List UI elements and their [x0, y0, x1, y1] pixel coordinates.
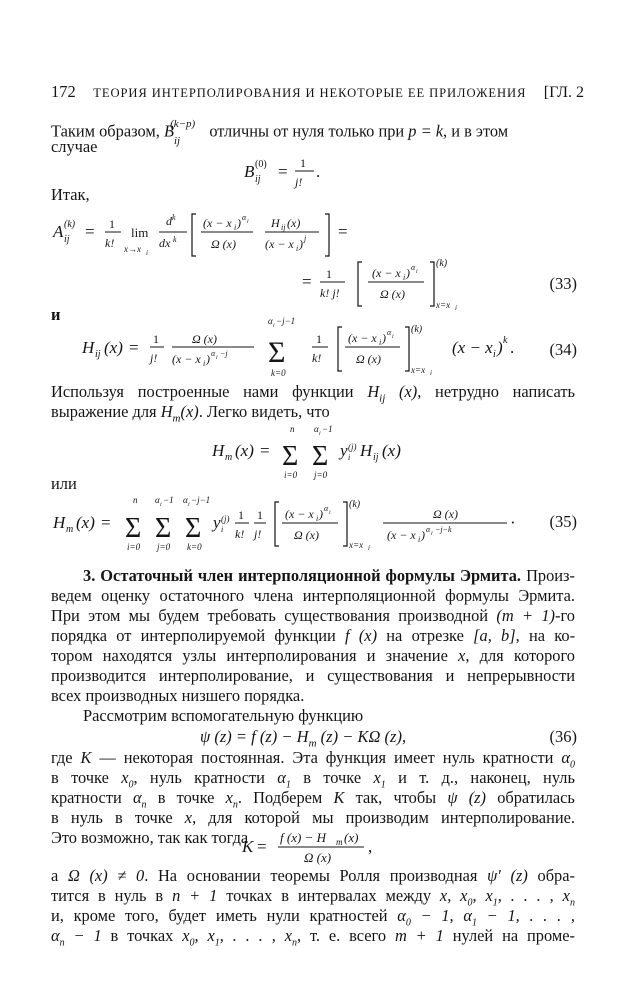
- svg-text:1: 1: [153, 332, 159, 346]
- svg-text:i=0: i=0: [284, 470, 298, 480]
- svg-text:−j−1: −j−1: [276, 316, 296, 326]
- svg-text:i: i: [455, 304, 457, 312]
- svg-text:(x − x: (x − x: [452, 338, 493, 357]
- equation-hm-full: [51, 490, 571, 554]
- svg-text:Σ: Σ: [185, 513, 202, 544]
- svg-text:i: i: [431, 531, 433, 537]
- svg-text:.: .: [316, 162, 321, 181]
- svg-text:i: i: [316, 514, 319, 523]
- svg-text:−j−k: −j−k: [435, 525, 452, 534]
- svg-text:.: .: [510, 338, 515, 357]
- svg-text:α: α: [155, 495, 160, 505]
- svg-text:(x): (x): [344, 830, 359, 845]
- svg-text:K: K: [242, 837, 254, 856]
- svg-text:=: =: [129, 338, 139, 357]
- svg-text:i: i: [247, 219, 249, 225]
- svg-text:x=x: x=x: [436, 300, 451, 310]
- section-3-line-3: При этом мы будем требовать существования производной (m + 1)-го: [51, 606, 575, 625]
- svg-text:Σ: Σ: [282, 441, 299, 472]
- svg-text:d: d: [166, 214, 172, 228]
- section-3-line-1: 3. Остаточный член интерполяционной формулы Эрмита. Произ-: [83, 566, 575, 585]
- svg-text:k!: k!: [235, 527, 245, 541]
- svg-text:=: =: [101, 513, 111, 532]
- text-line-u4: $\alpha_n - 1$ в точках $x_0$, $x_1$, . . . , $x_n$, т. е. всего m + 1 нулей на проме-: [51, 926, 575, 949]
- svg-text:H: H: [82, 338, 95, 357]
- equation-hij: [80, 310, 550, 382]
- text-line-1: Таким образом, $B_{ij}^{(k-p)}$ отличны от нуля только при p = k, и в этом: [51, 118, 509, 147]
- text-line-t4: в нуль в точке x, для которой мы производим интерполирование.: [51, 808, 575, 827]
- text-line-p2: выражение для $H_m(x)$. Легко видеть, что: [51, 402, 330, 425]
- svg-text:(x − x: (x − x: [387, 528, 416, 542]
- svg-text:y: y: [340, 441, 348, 460]
- svg-text:i=0: i=0: [127, 542, 141, 552]
- svg-text:α: α: [387, 328, 392, 337]
- equation-k: [240, 824, 410, 870]
- text-or: или: [51, 474, 77, 493]
- svg-text:α: α: [426, 525, 431, 534]
- svg-text:i: i: [416, 269, 418, 275]
- svg-text:1: 1: [326, 267, 332, 281]
- svg-text:(x − x: (x − x: [265, 237, 294, 251]
- svg-text:i: i: [392, 334, 394, 340]
- svg-text:H: H: [271, 216, 280, 230]
- text-line-u2: тится в нуль в n + 1 точках в интервалах между x, $x_0$, $x_1$, . . . , $x_n$: [51, 886, 575, 909]
- svg-text:(k): (k): [64, 219, 76, 230]
- section-3-line-4: порядка от интерполируемой функции f (x) на отрезке [a, b], на ко-: [51, 626, 576, 645]
- svg-text:): ): [319, 507, 323, 521]
- section-3-line-2: ведем оценку остаточного члена интерполяционной формулы Эрмита.: [51, 586, 575, 605]
- svg-text:i: i: [319, 431, 321, 437]
- svg-text:ij: ij: [373, 452, 379, 463]
- svg-text:k=0: k=0: [271, 368, 286, 378]
- svg-text:,: ,: [368, 837, 373, 856]
- equation-psi: ψ (z) = f $(z) - H_m$ (z) − KΩ (z),: [200, 727, 407, 750]
- svg-text:k: k: [172, 213, 176, 222]
- svg-text:j!: j!: [150, 351, 158, 365]
- svg-text:−1: −1: [163, 495, 174, 505]
- svg-text:=: =: [257, 837, 267, 856]
- svg-text:Ω (x): Ω (x): [433, 507, 458, 521]
- svg-text:−j: −j: [220, 349, 228, 358]
- svg-text:(x): (x): [382, 441, 401, 460]
- text-and: и: [51, 305, 61, 324]
- svg-text:): ): [206, 352, 210, 366]
- svg-text:j=0: j=0: [314, 470, 328, 480]
- svg-text:H: H: [53, 513, 66, 532]
- svg-text:m: m: [225, 452, 233, 463]
- svg-text:α: α: [242, 213, 247, 222]
- svg-text:Σ: Σ: [125, 513, 142, 544]
- svg-text:j: j: [304, 234, 307, 243]
- svg-text:x→x: x→x: [124, 244, 141, 254]
- svg-text:−j−1: −j−1: [191, 495, 211, 505]
- svg-text:i: i: [188, 502, 190, 508]
- chapter-label: [ГЛ. 2: [543, 84, 584, 101]
- text-line-p1: Используя построенные нами функции $H_{ij}$ (x), нетрудно написать: [51, 382, 575, 405]
- svg-text:i: i: [273, 323, 275, 329]
- svg-text:ij: ij: [281, 223, 286, 232]
- svg-text:Ω (x): Ω (x): [211, 237, 236, 251]
- svg-text:j=0: j=0: [157, 542, 171, 552]
- svg-text:(k): (k): [411, 324, 423, 335]
- svg-text:): ): [237, 216, 241, 230]
- svg-text:·: ·: [510, 513, 516, 532]
- svg-text:Σ: Σ: [268, 336, 286, 369]
- svg-text:Σ: Σ: [312, 441, 329, 472]
- svg-text:i: i: [160, 502, 162, 508]
- svg-text:lim: lim: [131, 225, 149, 240]
- svg-text:1: 1: [257, 508, 263, 522]
- svg-text:1: 1: [316, 332, 322, 346]
- svg-text:k! j!: k! j!: [320, 286, 340, 300]
- equation-number-36: (36): [549, 727, 577, 746]
- svg-text:): ): [299, 237, 303, 251]
- svg-text:): ): [382, 331, 386, 345]
- text-line-t1: где K — некоторая постоянная. Эта функция имеет нуль кратности $\alpha_0$: [51, 748, 575, 771]
- text-line-2: случае: [51, 137, 98, 156]
- svg-text:i: i: [203, 359, 206, 368]
- svg-text:i: i: [234, 223, 237, 232]
- svg-text:i: i: [348, 453, 351, 462]
- svg-text:(k): (k): [436, 258, 448, 269]
- svg-text:j!: j!: [254, 527, 262, 541]
- svg-text:i: i: [418, 535, 421, 544]
- svg-text:ij: ij: [95, 349, 101, 360]
- section-3-line-8: Рассмотрим вспомогательную функцию: [83, 706, 364, 725]
- svg-text:1: 1: [238, 508, 244, 522]
- svg-text:=: =: [85, 222, 95, 241]
- section-3-line-6: производится интерполирование, и существования и непрерывности: [51, 666, 575, 685]
- svg-text:y: y: [213, 513, 221, 532]
- section-3-title: 3. Остаточный член интерполяционной формулы Эрмита.: [83, 566, 522, 585]
- svg-text:(x − x: (x − x: [172, 352, 201, 366]
- svg-text:f (x) − H: f (x) − H: [280, 830, 326, 845]
- svg-text:Ω (x): Ω (x): [380, 287, 405, 301]
- svg-text:i: i: [379, 338, 382, 347]
- equation-number-35: (35): [549, 512, 577, 531]
- equation-a-line2: [300, 250, 500, 312]
- svg-text:(x − x: (x − x: [203, 216, 232, 230]
- svg-text:i: i: [430, 369, 432, 377]
- svg-text:Ω (x): Ω (x): [294, 528, 319, 542]
- svg-text:ij: ij: [64, 234, 70, 245]
- svg-text:k: k: [173, 235, 177, 244]
- svg-text:α: α: [183, 495, 188, 505]
- svg-text:): ): [406, 266, 410, 280]
- svg-text:(x): (x): [287, 216, 301, 230]
- svg-text:=: =: [338, 222, 348, 241]
- text-itak: Итак,: [51, 185, 90, 204]
- svg-text:x=x: x=x: [411, 365, 426, 375]
- svg-text:i: i: [216, 355, 218, 361]
- svg-text:Ω (x): Ω (x): [356, 352, 381, 366]
- svg-text:A: A: [53, 222, 64, 241]
- svg-text:): ): [497, 338, 503, 357]
- svg-text:i: i: [221, 525, 224, 534]
- svg-text:(x): (x): [76, 513, 95, 532]
- svg-text:H: H: [360, 441, 373, 460]
- svg-text:α: α: [211, 349, 216, 358]
- equation-number-34: (34): [549, 340, 577, 359]
- svg-text:(0): (0): [255, 159, 267, 170]
- svg-text:i: i: [368, 544, 370, 552]
- svg-text:Σ: Σ: [155, 513, 172, 544]
- svg-text:m: m: [66, 524, 74, 535]
- running-title: ТЕОРИЯ ИНТЕРПОЛИРОВАНИЯ И НЕКОТОРЫЕ ЕЕ ПРИЛОЖЕНИЯ: [93, 86, 527, 100]
- text-line-t2: в точке $x_0$, нуль кратности $\alpha_1$ в точке $x_1$ и т. д., наконец, нуль: [51, 768, 575, 791]
- running-header: [51, 82, 584, 104]
- svg-text:i: i: [493, 349, 496, 360]
- svg-text:=: =: [260, 441, 270, 460]
- svg-text:i: i: [146, 249, 148, 257]
- text-line-u1: а Ω (x) ≠ 0. На основании теоремы Ролля производная ψ′ (z) обра-: [51, 866, 575, 885]
- svg-text:−1: −1: [322, 424, 333, 434]
- svg-text:ij: ij: [255, 174, 261, 185]
- svg-text:i: i: [329, 510, 331, 516]
- svg-text:Ω (x): Ω (x): [304, 850, 332, 865]
- svg-text:n: n: [133, 495, 138, 505]
- svg-text:n: n: [290, 424, 295, 434]
- svg-text:i: i: [403, 273, 406, 282]
- equation-number-33: (33): [549, 274, 577, 293]
- svg-text:(x − x: (x − x: [348, 331, 377, 345]
- svg-text:k!: k!: [105, 236, 115, 250]
- svg-text:1: 1: [109, 217, 115, 231]
- svg-text:Ω (x): Ω (x): [192, 332, 217, 346]
- svg-text:(x − x: (x − x: [285, 507, 314, 521]
- svg-text:(x − x: (x − x: [372, 266, 401, 280]
- svg-text:α: α: [324, 504, 329, 513]
- svg-text:(j): (j): [221, 514, 230, 524]
- svg-text:k=0: k=0: [187, 542, 202, 552]
- svg-text:k!: k!: [312, 351, 322, 365]
- svg-text:(x): (x): [235, 441, 254, 460]
- section-3-line-5: тором находятся узлы интерполирования и значение x, для которого: [51, 646, 575, 665]
- svg-text:dx: dx: [159, 236, 171, 250]
- svg-text:k: k: [503, 335, 508, 346]
- page-number: 172: [51, 82, 76, 101]
- svg-text:m: m: [336, 837, 343, 847]
- svg-text:H: H: [212, 441, 225, 460]
- svg-text:i: i: [296, 244, 299, 253]
- svg-text:=: =: [302, 272, 312, 291]
- text-line-t5: Это возможно, так как тогда: [51, 828, 249, 847]
- svg-text:B: B: [244, 162, 255, 181]
- svg-text:(j): (j): [348, 442, 357, 452]
- svg-text:α: α: [268, 316, 273, 326]
- equation-hm-short: [210, 420, 430, 480]
- svg-text:1: 1: [300, 156, 306, 170]
- svg-text:α: α: [314, 424, 319, 434]
- svg-text:j!: j!: [295, 175, 303, 189]
- svg-text:α: α: [411, 263, 416, 272]
- text-line-u3: и, кроме того, будет иметь нули кратностей $\alpha_0 - 1$, $\alpha_1 - 1$, . . . ,: [51, 906, 575, 929]
- svg-text:(k): (k): [349, 499, 361, 510]
- section-3-line-7: всех производных низшего порядка.: [51, 686, 305, 705]
- svg-text:(x): (x): [104, 338, 123, 357]
- svg-text:=: =: [278, 162, 288, 181]
- svg-text:x=x: x=x: [349, 540, 364, 550]
- svg-text:): ): [421, 528, 425, 542]
- text-line-t3: кратности $\alpha_n$ в точке $x_n$. Подберем K так, чтобы ψ (z) обратилась: [51, 788, 575, 811]
